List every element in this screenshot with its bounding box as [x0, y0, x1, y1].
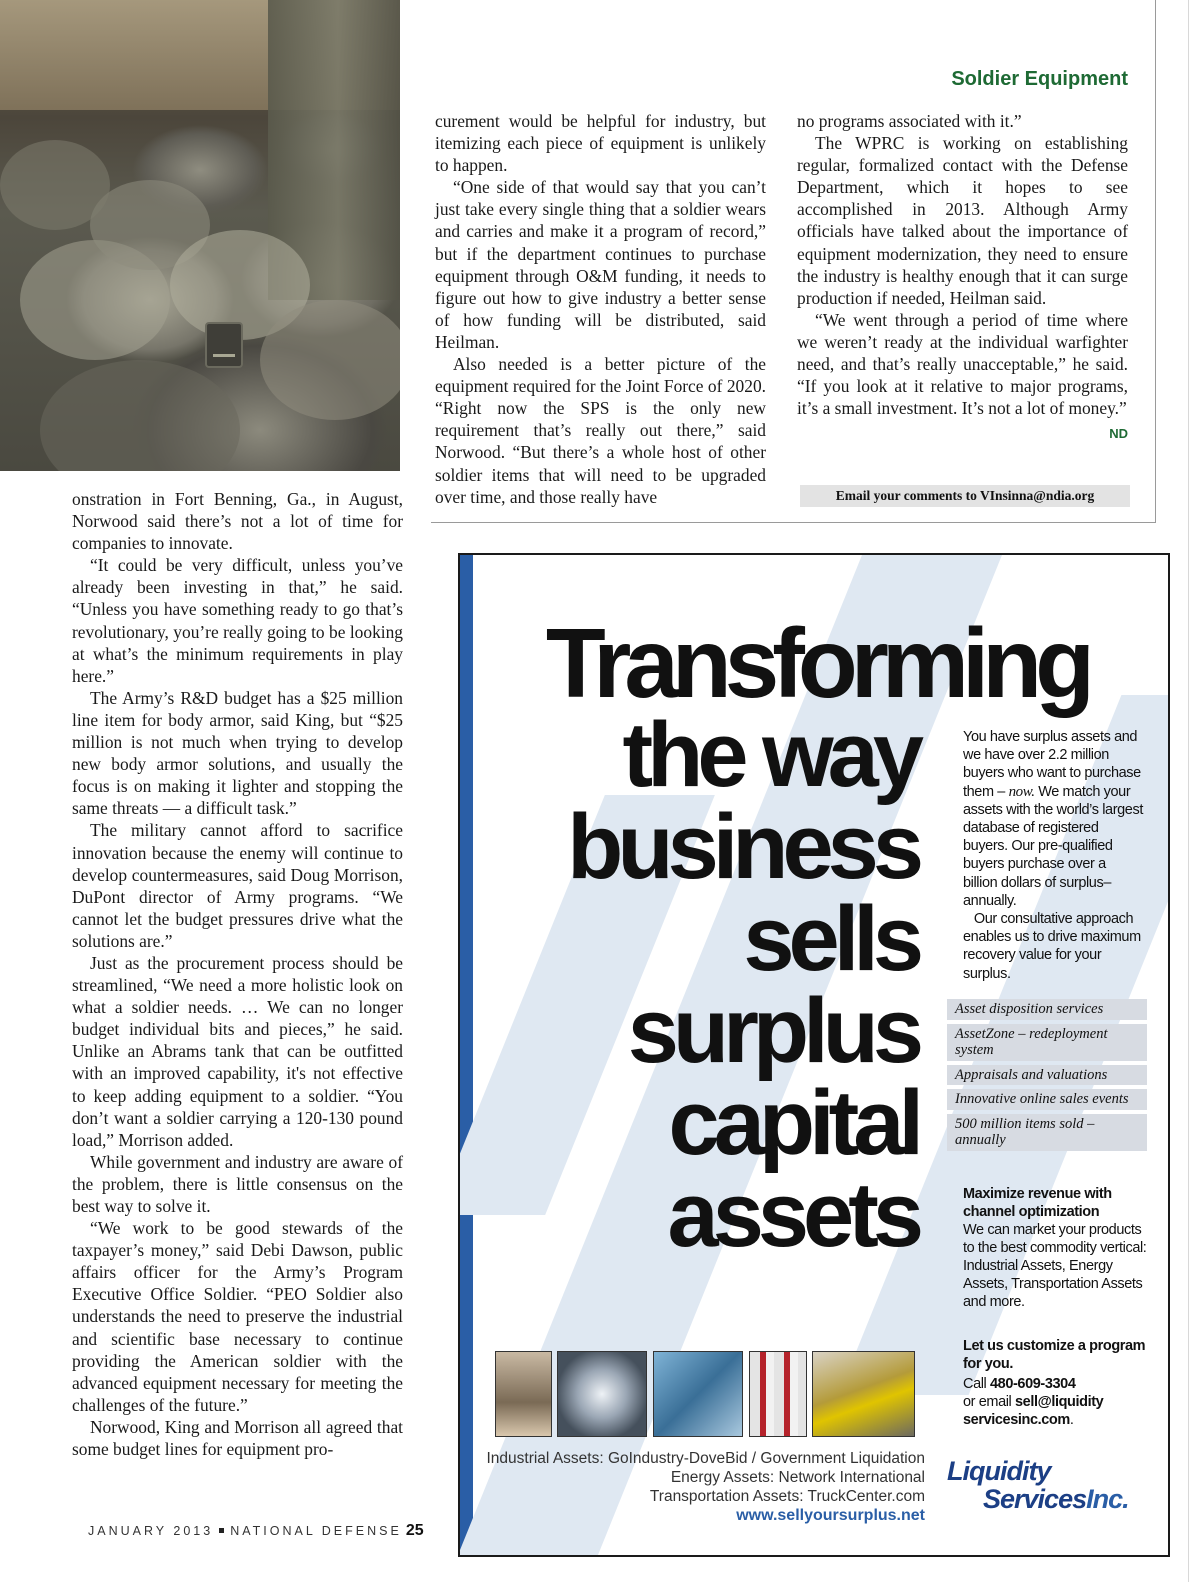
ad-photo-strip	[495, 1351, 945, 1437]
intro-text: Our consultative approach enables us to drive maximum recovery value for your surplus.	[963, 911, 1141, 982]
intro-now: now.	[1008, 783, 1035, 800]
paragraph: Just as the procurement process should be streamlined, “We need a more holistic look on what a soldier needs. … We can no longer budget individual bits and pieces,” he said. Unlike an Abrams tank that can be outfitted with an improved capability, it's not effective to keep adding equipment to a soldier. “You don’t want a soldier carrying a 120-130 pound load,” Morrison added.	[72, 952, 403, 1150]
channel-title: Maximize revenue with channel optimization	[963, 1186, 1112, 1220]
channel-body: We can market your products to the best commodity vertical: Industrial Assets, Energy Assets, Transportation Assets and more.	[963, 1222, 1147, 1310]
ad-intro	[963, 728, 1143, 983]
article-column-1	[72, 488, 403, 1460]
photo-helmet	[260, 300, 400, 420]
channel-line: Energy Assets: Network International	[670, 1469, 925, 1486]
phone-number[interactable]: 480-609-3304	[990, 1376, 1076, 1392]
logo-services: Services	[983, 1484, 1087, 1514]
call-prefix: Call	[963, 1376, 991, 1392]
paragraph: curement would be helpful for industry, but itemizing each piece of equipment is unlikely to happen.	[435, 111, 766, 176]
ad-channel-block	[963, 1185, 1148, 1311]
rank-patch	[205, 322, 243, 368]
feature-item: Appraisals and valuations	[947, 1065, 1147, 1086]
ad-contact-block	[963, 1337, 1148, 1429]
ad-separator-rule	[431, 522, 1156, 523]
liquidity-services-ad	[458, 553, 1170, 1557]
headline-line: the way	[622, 704, 918, 806]
footer-magazine: NATIONAL DEFENSE	[230, 1524, 402, 1538]
page-footer	[88, 1522, 424, 1540]
photo-backpack	[40, 360, 240, 471]
section-title: Soldier Equipment	[951, 68, 1128, 90]
paragraph: no programs associated with it.”	[797, 111, 1022, 131]
headline-line: assets	[667, 1164, 918, 1266]
photo-helmet	[0, 140, 110, 230]
article-column-3	[797, 110, 1128, 445]
headline-line: capital	[668, 1072, 918, 1174]
heavy-equipment-photo	[812, 1351, 915, 1437]
email-prefix: or email	[963, 1394, 1015, 1410]
intro-text: We match your assets with the world’s largest database of registered buyers. Our pre-qualified buyers purchase over a billion dollars of surplus– annually.	[963, 783, 1143, 909]
pipes-photo	[653, 1351, 743, 1437]
paragraph-text: “We went through a period of time where we weren’t ready at the individual warfighter need, and that’s really unacceptable,” he said. “If you look at it relative to major programs, it’s a small investment. It’s not a lot of money.”	[797, 309, 1128, 419]
paragraph: Norwood, King and Morrison all agreed that some budget lines for equipment pro-	[72, 1416, 403, 1460]
page-edge-rule	[1188, 0, 1189, 1582]
paragraph: “One side of that would say that you can’t just take every single thing that a soldier wears and carries and make it a program of record,” but if the department continues to purchase equipment through O&M funding, it needs to figure out how to give industry a better sense of how funding will be distributed, said Heilman.	[435, 177, 766, 352]
channel-line: Transportation Assets: TruckCenter.com	[649, 1488, 925, 1505]
feature-item: Asset disposition services	[947, 999, 1147, 1020]
paragraph: Also needed is a better picture of the equipment required for the Joint Force of 2020. “Right now the SPS is the only new requirement that’s really out there,” said Norwood. “But there’s a whole host of other soldier items that will need to be upgraded over time, and those really have	[435, 354, 766, 507]
intro-text: You have surplus assets and we have over 2.2 million buyers who want to purchase them –	[963, 729, 1141, 800]
feature-item: Innovative online sales events	[947, 1089, 1147, 1110]
page-number: 25	[405, 1522, 424, 1539]
valves-photo	[749, 1351, 807, 1437]
headline-line: Transforming	[545, 608, 1088, 718]
ad-website-link[interactable]: www.sellyoursurplus.net	[736, 1507, 925, 1524]
feature-item: 500 million items sold – annually	[947, 1114, 1147, 1151]
paragraph: “It could be very difficult, unless you’ve already been investing in that,” he said. “Unless you have something ready to go that’s revolutionary, you’re really going to be looking at what’s the minimum requirements in play here.”	[72, 555, 403, 686]
feature-item: AssetZone – redeployment system	[947, 1024, 1147, 1061]
liquidity-services-logo	[947, 1457, 1147, 1513]
paragraph: The WPRC is working on establishing regular, formalized contact with the Defense Department, which it hopes to see accomplished in 2013. Although Army officials have talked about the importance of equipment modernization, they need to ensure the industry is healthy enough that it can surge production if needed, Heilman said.	[797, 133, 1128, 308]
paragraph: “We work to be good stewards of the taxpayer’s money,” said Debi Dawson, public affairs officer for the Army’s Program Executive Office Soldier. “PEO Soldier also understands the need to preserve the industrial and scientific base necessary to continue providing the American soldier with the advanced equipment necessary for meeting the challenges of the future.”	[72, 1218, 403, 1415]
headline-line: business	[567, 796, 918, 898]
soldier-helmets-photo	[0, 0, 400, 471]
paragraph: The military cannot afford to sacrifice innovation because the enemy will continue to develop countermeasures, said Doug Morrison, DuPont director of Army programs. “We cannot let the budget pressures drive what the solutions are.”	[72, 820, 403, 951]
footer-square-icon	[219, 1528, 224, 1533]
ad-channels	[486, 1449, 925, 1525]
paragraph: While government and industry are aware of the problem, there is little consensus on the best way to solve it.	[72, 1151, 403, 1216]
footer-date: JANUARY 2013	[88, 1524, 214, 1538]
headline-line: surplus	[627, 980, 918, 1082]
end-mark: ND	[1109, 426, 1128, 442]
column-rule	[1155, 0, 1156, 523]
paragraph: The Army’s R&D budget has a $25 million line item for body armor, said King, but “$25 million is not much when trying to develop new body armor solutions, and usually the focus is on making it lighter and stopping the same threats — a difficult task.”	[72, 687, 403, 819]
paragraph: onstration in Fort Benning, Ga., in August, Norwood said there’s not a lot of time for companies to innovate.	[72, 489, 403, 554]
industrial-plant-photo	[495, 1351, 552, 1437]
email-suffix: .	[1069, 1412, 1074, 1428]
paragraph	[797, 309, 1128, 442]
channel-line: Industrial Assets: GoIndustry-DoveBid / Government Liquidation	[486, 1450, 925, 1467]
turbine-engine-photo	[557, 1351, 647, 1437]
email-comments-line: Email your comments to VInsinna@ndia.org	[800, 485, 1130, 507]
logo-inc: Inc.	[1086, 1484, 1129, 1514]
logo-line	[947, 1485, 1147, 1513]
contact-title: Let us customize a program for you.	[963, 1338, 1146, 1372]
headline-line: sells	[743, 888, 918, 990]
logo-line: Liquidity	[947, 1456, 1051, 1486]
ad-features-list	[947, 999, 1147, 1155]
article-column-2	[435, 110, 766, 508]
contact-email[interactable]: sell@liquidity servicesinc.com	[963, 1394, 1104, 1428]
